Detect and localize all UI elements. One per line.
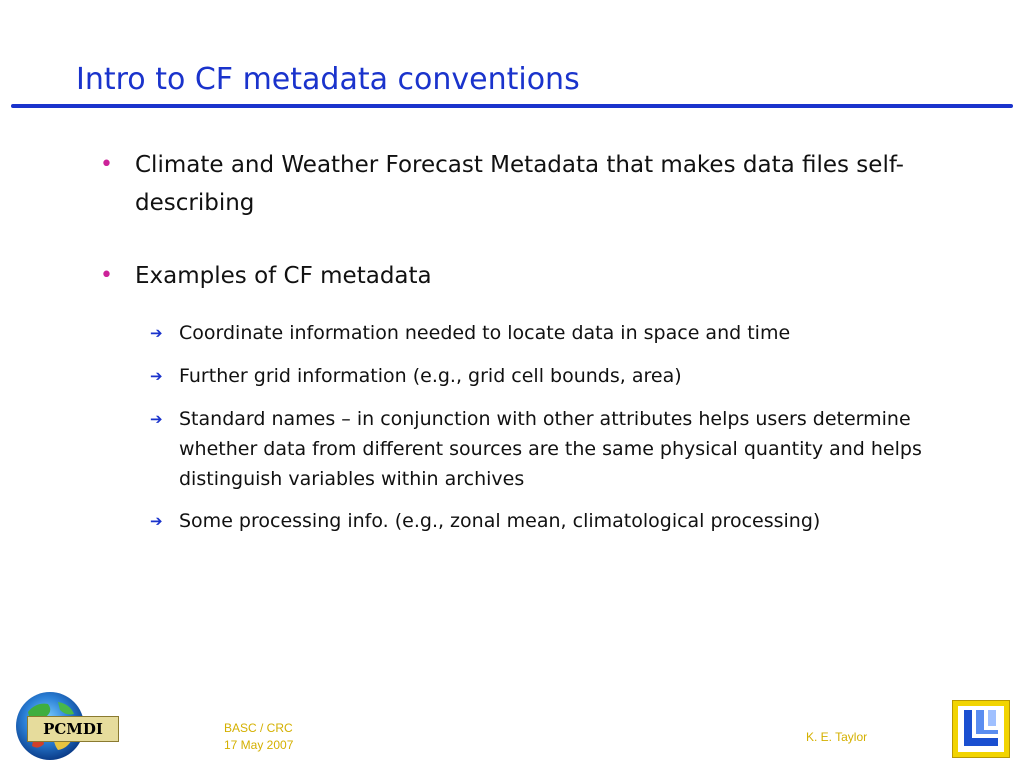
right-arrow-icon: ➔ (150, 410, 163, 428)
right-arrow-icon: ➔ (150, 324, 163, 342)
title-divider (11, 104, 1013, 108)
bullet-text: Examples of CF metadata (135, 263, 432, 289)
bullet-dot-icon: • (100, 263, 113, 288)
footer-org: BASC / CRC (224, 721, 293, 735)
sub-bullet-text: Further grid information (e.g., grid cell bounds, area) (179, 365, 682, 387)
pcmdi-logo-label: PCMDI (27, 716, 119, 742)
footer-event (224, 720, 293, 754)
footer-author: K. E. Taylor (806, 730, 868, 744)
sub-bullet-text: Standard names – in conjunction with other attributes helps users determine whether data from different sources are the same physical quantity and helps distinguish variables within archives (179, 408, 922, 490)
right-arrow-icon: ➔ (150, 512, 163, 530)
sub-bullet-text: Coordinate information needed to locate data in space and time (179, 322, 791, 344)
llnl-logo (952, 700, 1010, 758)
bullet-dot-icon: • (100, 152, 113, 177)
bullet-text: Climate and Weather Forecast Metadata that makes data files self-describing (135, 152, 904, 216)
sub-bullet-text: Some processing info. (e.g., zonal mean, climatological processing) (179, 510, 821, 532)
right-arrow-icon: ➔ (150, 367, 163, 385)
slide-title: Intro to CF metadata conventions (76, 62, 580, 97)
footer-date: 17 May 2007 (224, 738, 294, 752)
